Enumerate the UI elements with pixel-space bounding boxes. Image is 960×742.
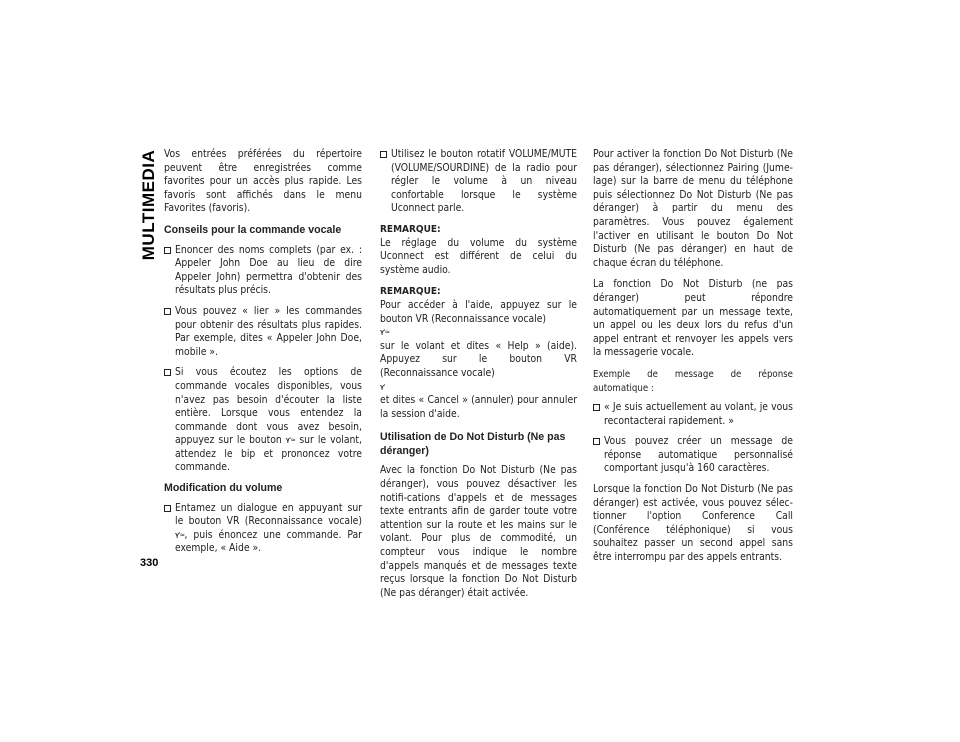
bullet-icon <box>164 505 171 512</box>
heading-voice-tips: Conseils pour la commande vocale <box>164 223 342 236</box>
dnd-auto-reply: La fonction Do Not Disturb (ne pas déranger) peut répondre automatiquement par un message texte, un appel ou les deux lors du refus d'un appel entrant et renvoyer les appels vers la messagerie vocale. <box>593 278 793 359</box>
remark-text: Le réglage du volume du système Uconnect est différent de celui du système audio. <box>380 236 577 276</box>
conference-call-note: Lorsque la fonction Do Not Disturb (Ne pas déranger) est activée, vous pouvez sélec-tionner l'option Conference Call (Conférence téléphonique) si vous souhaitez passer un second appel sans être interrompu par des appels entrants. <box>593 483 793 564</box>
heading-do-not-disturb: Utilisation de Do Not Disturb (Ne pas déranger) <box>380 431 566 457</box>
auto-reply-example-heading: Exemple de message de réponse automatique : <box>593 368 793 394</box>
bullet-icon <box>593 438 600 445</box>
bullet-icon <box>164 308 171 315</box>
volume-list <box>164 502 362 556</box>
page-number: 330 <box>140 557 159 569</box>
heading-volume: Modification du volume <box>164 482 283 495</box>
list-item: « Je suis actuellement au volant, je vous recontacterai rapidement. » <box>593 401 793 428</box>
voice-tips-list <box>164 244 362 476</box>
list-item: Si vous écoutez les options de commande vocales disponibles, vous n'avez pas besoin d'écouter la liste entière. Lorsque vous entendez la commande dont vous avez besoin, appuyez sur le bouton 𝛄'≈ sur le volant, attendez le bip et prononcez votre commande. <box>164 366 362 475</box>
remark-volume <box>380 223 577 277</box>
list-item: Vous pouvez créer un message de réponse automatique personnalisé comportant jusqu'à 160 caractères. <box>593 435 793 476</box>
remark-text: Pour accéder à l'aide, appuyez sur le bouton VR (Reconnaissance vocale) 𝛄'≈ sur le volant et dites « Help » (aide). Appuyez sur le bouton VR (Reconnaissance vocale) 𝛄' et dites « Cancel » (annuler) pour annuler la session d'aide. <box>380 298 577 420</box>
list-item: Utilisez le bouton rotatif VOLUME/MUTE (VOLUME/SOURDINE) de la radio pour régler le volume à un niveau confortable lorsque le système Uconnect parle. <box>380 148 577 216</box>
column-1 <box>164 148 362 563</box>
voice-recognition-icon: 𝛄' <box>380 382 385 391</box>
dnd-description: Avec la fonction Do Not Disturb (Ne pas déranger), vous pouvez désactiver les notifi-cations d'appels et de messages texte entrants afin de garder toute votre attention sur la route et les mains sur le volant. Pour plus de commodité, un compteur vous indique le nombre d'appels manqués et de messages texte reçus lorsque la fonction Do Not Disturb (Ne pas déranger) était activée. <box>380 464 577 599</box>
remark-label: REMARQUE: <box>380 286 441 298</box>
voice-recognition-icon: 𝛄'≈ <box>175 530 185 539</box>
auto-reply-list <box>593 401 793 476</box>
list-item: Entamez un dialogue en appuyant sur le bouton VR (Reconnaissance vocale) 𝛄'≈, puis énoncez une commande. Par exemple, « Aide ». <box>164 502 362 556</box>
column-2 <box>380 148 577 608</box>
dnd-activation: Pour activer la fonction Do Not Disturb (Ne pas déranger), sélectionnez Pairing (Jume-lage) sur la barre de menu du téléphone puis sélectionnez Do Not Disturb (Ne pas déranger) à partir du menu des paramètres. Vous pouvez également l'activer en utilisant le bouton Do Not Disturb (Ne pas déranger) en haut de chaque écran du téléphone. <box>593 148 793 269</box>
chapter-title: MULTIMEDIA <box>139 149 158 261</box>
bullet-icon <box>593 404 600 411</box>
list-item: Enoncer des noms complets (par ex. : Appeler John Doe au lieu de dire Appeler John) permettra d'obtenir des résultats plus précis. <box>164 244 362 298</box>
list-item: Vous pouvez « lier » les commandes pour obtenir des résultats plus rapides. Par exemple, dites « Appeler John Doe, mobile ». <box>164 305 362 359</box>
remark-help <box>380 285 577 421</box>
column-3 <box>593 148 793 573</box>
voice-recognition-icon: 𝛄'≈ <box>285 436 296 445</box>
voice-recognition-icon: 𝛄'≈ <box>380 328 390 337</box>
bullet-icon <box>380 151 387 158</box>
volume-knob-list <box>380 148 577 216</box>
chapter-tab <box>139 150 159 260</box>
bullet-icon <box>164 247 171 254</box>
bullet-icon <box>164 369 171 376</box>
favorites-intro: Vos entrées préférées du répertoire peuvent être enregistrées comme favorites pour un accès plus rapide. Les favoris sont affichés dans le menu Favorites (favoris). <box>164 148 362 215</box>
remark-label: REMARQUE: <box>380 223 441 235</box>
